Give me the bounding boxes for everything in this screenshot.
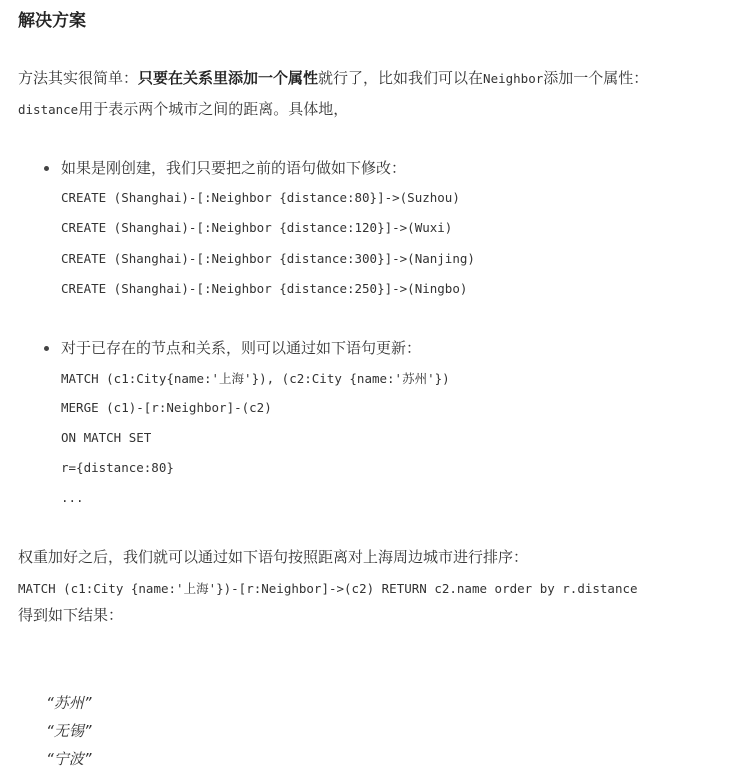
code-line: CREATE (Shanghai)-[:Neighbor {distance:300}]->(Nanjing): [61, 251, 475, 266]
after-text: 权重加好之后，我们就可以通过如下语句按照距离对上海周边城市进行排序：: [18, 548, 529, 566]
section-heading: 解决方案: [18, 11, 86, 31]
intro-bold-phrase: 只要在关系里添加一个属性: [138, 69, 319, 87]
sort-query: MATCH (c1:City {name:'上海'})-[r:Neighbor]->(c2) RETURN c2.name order by r.distance: [18, 581, 638, 596]
code-line: ON MATCH SET: [61, 430, 152, 445]
result-intro: 得到如下结果：: [18, 606, 124, 624]
result-item: “宁波”: [46, 750, 92, 768]
result-item: “无锡”: [46, 722, 92, 740]
intro-middle: 就行了，比如我们可以在: [318, 69, 484, 87]
intro-line-1: [18, 66, 648, 91]
bullet2-label: 对于已存在的节点和关系，则可以通过如下语句更新：: [61, 339, 422, 357]
code-line: CREATE (Shanghai)-[:Neighbor {distance:250}]->(Ningbo): [61, 281, 468, 296]
code-line: MATCH (c1:City{name:'上海'}), (c2:City {name:'苏州'}): [61, 371, 450, 386]
bullet-dot: [44, 166, 49, 171]
code-line: CREATE (Shanghai)-[:Neighbor {distance:120}]->(Wuxi): [61, 220, 453, 235]
bullet-dot: [44, 346, 49, 351]
intro-line-2: [18, 97, 348, 122]
code-line: MERGE (c1)-[r:Neighbor]-(c2): [61, 400, 272, 415]
intro-line2-text: 用于表示两个城市之间的距离。具体地，: [78, 100, 349, 118]
code-line: ...: [61, 490, 84, 505]
result-item: “苏州”: [46, 694, 92, 712]
code-line: r={distance:80}: [61, 460, 174, 475]
inline-code-distance: distance: [18, 102, 79, 117]
code-line: CREATE (Shanghai)-[:Neighbor {distance:80}]->(Suzhou): [61, 190, 460, 205]
bullet1-label: 如果是刚创建，我们只要把之前的语句做如下修改：: [61, 159, 407, 177]
intro-suffix: 添加一个属性：: [543, 69, 649, 87]
inline-code-neighbor: Neighbor: [483, 71, 544, 86]
intro-prefix: 方法其实很简单：: [18, 69, 139, 87]
